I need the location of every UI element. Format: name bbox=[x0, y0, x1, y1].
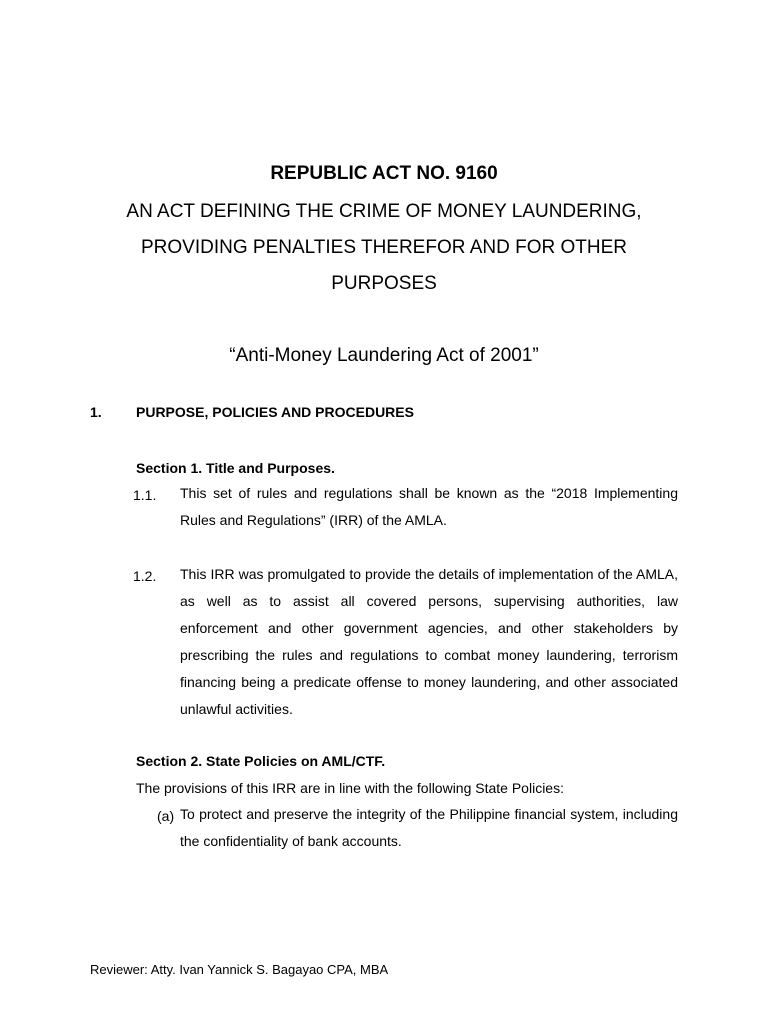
section-1-heading: Section 1. Title and Purposes. bbox=[136, 460, 335, 476]
section-2-heading: Section 2. State Policies on AML/CTF. bbox=[136, 753, 386, 769]
act-subtitle-line-3: PURPOSES bbox=[331, 273, 437, 294]
item-1-2-number: 1.2. bbox=[133, 568, 157, 584]
item-1-2-text: This IRR was promulgated to provide the details of implementation of the AMLA, as well as to assist all covered persons, supervising authorities, law enforcement and other government agencies, and other stakeholders by prescribing the rules and regulations to combat money laundering, terrorism financing being a predicate offense to money laundering, and other associated unlawful activities. bbox=[180, 566, 678, 717]
part-title: PURPOSE, POLICIES AND PROCEDURES bbox=[136, 404, 414, 420]
item-1-1-number: 1.1. bbox=[133, 487, 157, 503]
item-a-text: To protect and preserve the integrity of the Philippine financial system, including the confidentiality of bank accounts. bbox=[180, 806, 678, 849]
act-short-title: “Anti-Money Laundering Act of 2001” bbox=[229, 345, 539, 366]
part-number: 1. bbox=[90, 404, 102, 420]
item-1-1-text: This set of rules and regulations shall be known as the “2018 Implementing Rules and Regulations” (IRR) of the AMLA. bbox=[180, 485, 678, 528]
act-subtitle-line-1: AN ACT DEFINING THE CRIME OF MONEY LAUNDERING, bbox=[126, 201, 642, 222]
act-subtitle-line-2: PROVIDING PENALTIES THEREFOR AND FOR OTHER bbox=[141, 237, 627, 258]
reviewer-footer: Reviewer: Atty. Ivan Yannick S. Bagayao CPA, MBA bbox=[90, 962, 389, 977]
section-2-intro: The provisions of this IRR are in line with the following State Policies: bbox=[136, 780, 564, 796]
act-title: REPUBLIC ACT NO. 9160 bbox=[270, 163, 498, 184]
item-a-label: (a) bbox=[157, 808, 175, 824]
